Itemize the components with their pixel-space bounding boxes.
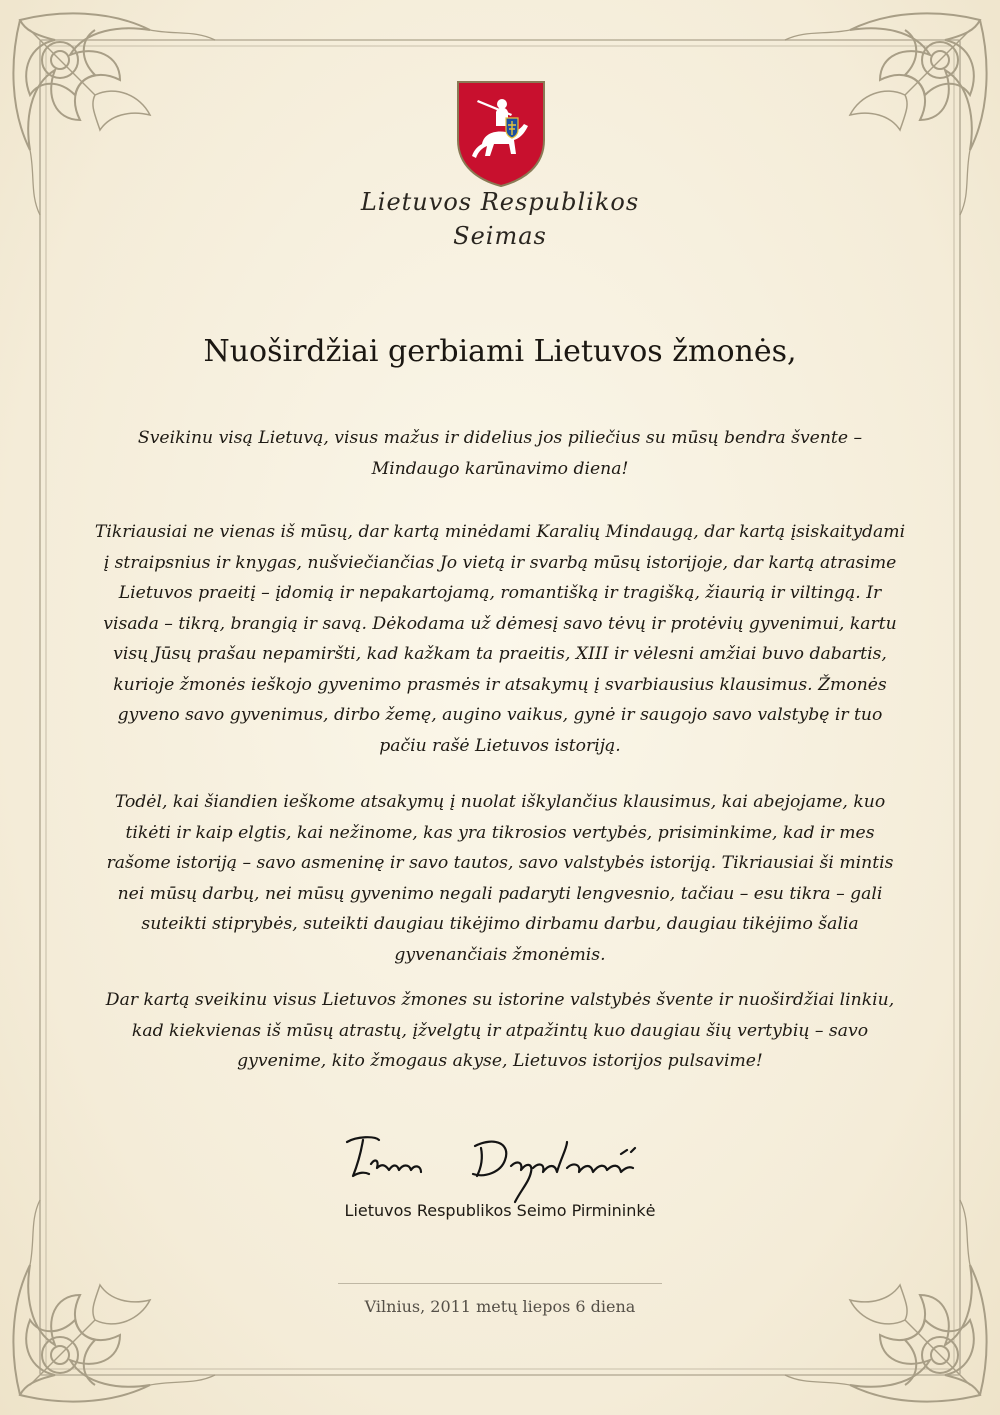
letter-paragraph: Dar kartą sveikinu visus Lietuvos žmones su istorine valstybės švente ir nuoširdžiai linkiu, kad kiekvienas iš mūsų atrastų, įžvelgtų ir atpažintų kuo daugiau šių vertybių – savo gyvenime, kito žmogaus akyse, Lietuvos istorijos pulsavime! [105, 990, 895, 1071]
institution-name-line1: Lietuvos Respublikos [360, 188, 640, 216]
salutation: Nuoširdžiai gerbiami Lietuvos žmonės, [203, 334, 797, 369]
letter-paragraph: Todėl, kai šiandien ieškome atsakymų į nuolat iškylančius klausimus, kai abejojame, kuo tikėti ir kaip elgtis, kai nežinome, kas yra tikrosios vertybės, prisiminkime, kad ir mes rašome istoriją – savo asmeninę ir savo tautos, savo valstybės istoriją. Tikriausiai ši mintis nei mūsų darbų, nei mūsų gyvenimo negali padaryti lengvesnio, tačiau – esu tikra – gali suteikti stiprybės, suteikti daugiau tikėjimo dirbamu darbu, daugiau tikėjimo šalia gyvenančiais žmonėmis. [106, 792, 894, 965]
institution-name-line2: Seimas [453, 222, 547, 250]
place-and-date: Vilnius, 2011 metų liepos 6 diena [364, 1297, 636, 1316]
signatory-role: Lietuvos Respublikos Seimo Pirmininkė [344, 1201, 656, 1220]
corner-ornament-top-left [13, 13, 215, 215]
corner-ornament-top-right [785, 13, 987, 215]
letter-paragraph: Tikriausiai ne vienas iš mūsų, dar kartą minėdami Karalių Mindaugą, dar kartą įsiskaitydami į straipsnius ir knygas, nušviečiančias Jo vietą ir svarbą mūsų istorijoje, dar kartą atrasime Lietuvos praeitį – įdomią ir nepakartojamą, romantišką ir tragišką, žiaurią ir viltingą. Ir visada – tikrą, brangią ir savą. Dėkodama už dėmesį savo tėvų ir protėvių gyvenimui, kartu visų Jūsų prašau nepamiršti, kad kažkam ta praeitis, XIII ir vėlesni amžiai buvo dabartis, kurioje žmonės ieškojo gyvenimo prasmės ir atsakymų į svarbiausius klausimus. Žmonės gyveno savo gyvenimus, dirbo žemę, augino vaikus, gynė ir saugojo savo valstybę ir tuo pačiu rašė Lietuvos istoriją. [94, 522, 906, 756]
coat-of-arms-icon [454, 78, 548, 188]
handwritten-signature [335, 1128, 665, 1208]
letter-paragraph: Sveikinu visą Lietuvą, visus mažus ir didelius jos piliečius su mūsų bendra švente – Mindaugo karūnavimo diena! [137, 428, 863, 479]
footer-divider [338, 1283, 662, 1284]
